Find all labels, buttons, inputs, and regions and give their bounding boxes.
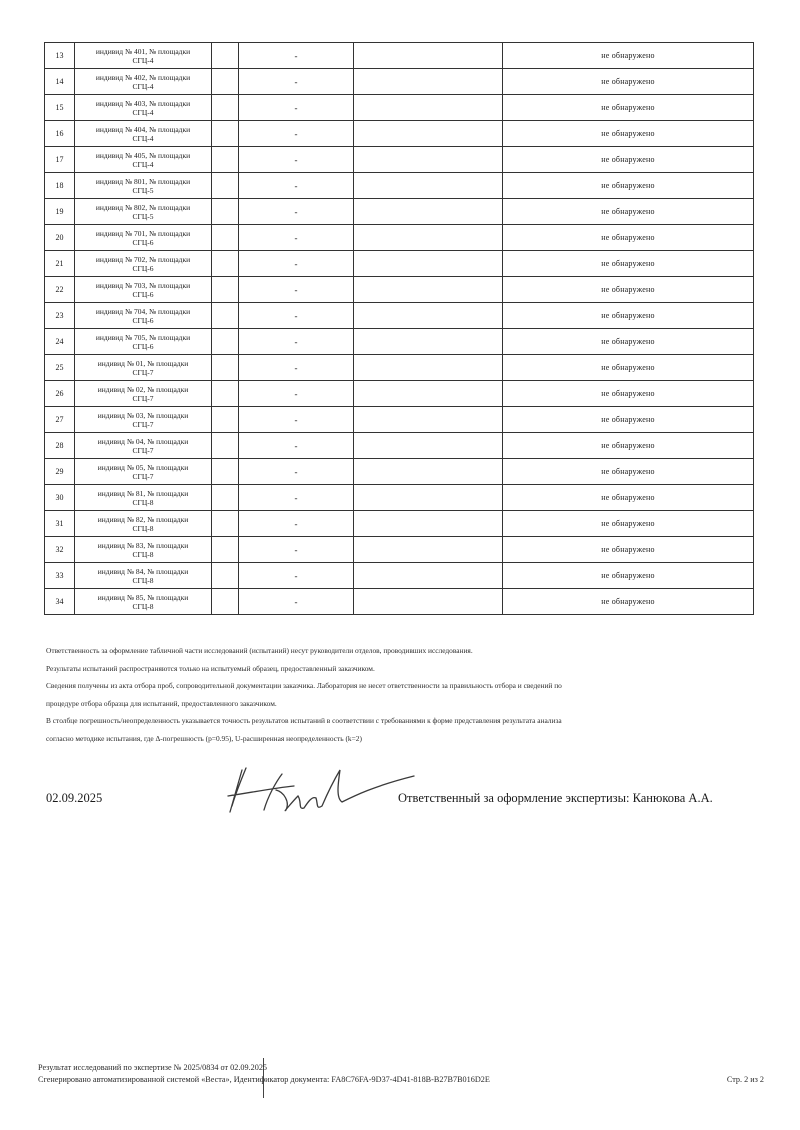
result-cell: не обнаружено <box>503 537 754 563</box>
uncertainty-cell: - <box>239 407 354 433</box>
norm-cell <box>354 173 503 199</box>
table-row <box>45 329 754 355</box>
note-line: Сведения получены из акта отбора проб, сопроводительной документации заказчика. Лаборатория не несет ответственности за правильность отбора и сведений по <box>46 681 562 690</box>
sample-name-line1: индивид № 04, № площадки <box>97 436 189 446</box>
sample-name-line1: индивид № 84, № площадки <box>97 566 189 576</box>
row-number: 13 <box>45 43 75 69</box>
sample-name-line2: СГЦ-8 <box>132 497 154 507</box>
sample-name-line2: СГЦ-6 <box>132 315 154 325</box>
uncertainty-cell: - <box>239 147 354 173</box>
row-number: 23 <box>45 303 75 329</box>
sample-name-line1: индивид № 82, № площадки <box>97 514 189 524</box>
sample-name-line2: СГЦ-4 <box>132 133 154 143</box>
note-line: процедуре отбора образца для испытаний, предоставленного заказчиком. <box>46 698 277 708</box>
sample-name-line1: индивид № 02, № площадки <box>97 384 189 394</box>
sample-name-line2: СГЦ-8 <box>132 549 154 559</box>
note-line: согласно методике испытания, где Δ-погрешность (р=0.95), U-расширенная неопределенность (k=2) <box>46 733 362 743</box>
row-number: 28 <box>45 433 75 459</box>
table-row <box>45 381 754 407</box>
result-cell: не обнаружено <box>503 225 754 251</box>
norm-cell <box>354 537 503 563</box>
empty-cell <box>212 173 239 199</box>
sample-name-line2: СГЦ-5 <box>132 211 154 221</box>
norm-cell <box>354 511 503 537</box>
row-number: 25 <box>45 355 75 381</box>
norm-cell <box>354 147 503 173</box>
row-number: 29 <box>45 459 75 485</box>
sample-name <box>75 303 212 329</box>
uncertainty-cell: - <box>239 173 354 199</box>
sample-name <box>75 407 212 433</box>
result-cell: не обнаружено <box>503 485 754 511</box>
uncertainty-cell: - <box>239 485 354 511</box>
sample-name-line2: СГЦ-7 <box>132 393 154 403</box>
sample-name-line2: СГЦ-4 <box>132 81 154 91</box>
norm-cell <box>354 121 503 147</box>
sample-name-line1: индивид № 01, № площадки <box>97 358 189 368</box>
empty-cell <box>212 485 239 511</box>
norm-cell <box>354 225 503 251</box>
sample-name-line1: индивид № 03, № площадки <box>97 410 189 420</box>
sample-name-line1: индивид № 402, № площадки <box>95 72 191 82</box>
note-line: Ответственность за оформление табличной части исследований (испытаний) несут руководители отделов, проводивших исследования. <box>46 646 473 655</box>
uncertainty-cell: - <box>239 199 354 225</box>
sample-name-line2: СГЦ-7 <box>132 419 154 429</box>
row-number: 26 <box>45 381 75 407</box>
sample-name-line1: индивид № 802, № площадки <box>95 202 191 212</box>
sample-name <box>75 277 212 303</box>
uncertainty-cell: - <box>239 537 354 563</box>
sample-name <box>75 537 212 563</box>
table-row <box>45 69 754 95</box>
note-line: Результаты испытаний распространяются только на испытуемый образец, предоставленный заказчиком. <box>46 663 375 673</box>
responsible-person: Ответственный за оформление экспертизы: Канюкова А.А. <box>398 791 713 805</box>
result-cell: не обнаружено <box>503 43 754 69</box>
table-row <box>45 199 754 225</box>
empty-cell <box>212 147 239 173</box>
sample-name-line2: СГЦ-4 <box>132 107 154 117</box>
table-row <box>45 95 754 121</box>
sample-name <box>75 69 212 95</box>
empty-cell <box>212 433 239 459</box>
uncertainty-cell: - <box>239 121 354 147</box>
sample-name <box>75 589 212 615</box>
norm-cell <box>354 355 503 381</box>
page-footer <box>38 1062 764 1086</box>
sample-name-line1: индивид № 404, № площадки <box>95 124 191 134</box>
result-cell: не обнаружено <box>503 563 754 589</box>
result-cell: не обнаружено <box>503 173 754 199</box>
norm-cell <box>354 95 503 121</box>
sample-name <box>75 329 212 355</box>
row-number: 21 <box>45 251 75 277</box>
empty-cell <box>212 381 239 407</box>
empty-cell <box>212 407 239 433</box>
results-table-body <box>45 43 754 615</box>
table-row <box>45 459 754 485</box>
table-row <box>45 355 754 381</box>
sample-name-line1: индивид № 81, № площадки <box>97 488 189 498</box>
sample-name-line1: индивид № 705, № площадки <box>95 332 191 342</box>
uncertainty-cell: - <box>239 225 354 251</box>
table-row <box>45 433 754 459</box>
norm-cell <box>354 589 503 615</box>
empty-cell <box>212 277 239 303</box>
result-cell: не обнаружено <box>503 459 754 485</box>
uncertainty-cell: - <box>239 355 354 381</box>
row-number: 15 <box>45 95 75 121</box>
results-table <box>44 42 754 615</box>
sample-name-line2: СГЦ-8 <box>132 575 154 585</box>
sample-name <box>75 173 212 199</box>
sample-name <box>75 43 212 69</box>
sample-name-line1: индивид № 704, № площадки <box>95 306 191 316</box>
sample-name <box>75 511 212 537</box>
result-cell: не обнаружено <box>503 511 754 537</box>
result-cell: не обнаружено <box>503 355 754 381</box>
norm-cell <box>354 251 503 277</box>
empty-cell <box>212 199 239 225</box>
table-row <box>45 43 754 69</box>
norm-cell <box>354 485 503 511</box>
uncertainty-cell: - <box>239 563 354 589</box>
empty-cell <box>212 225 239 251</box>
result-cell: не обнаружено <box>503 433 754 459</box>
row-number: 34 <box>45 589 75 615</box>
signature-date: 02.09.2025 <box>46 791 103 805</box>
sample-name-line2: СГЦ-8 <box>132 523 154 533</box>
uncertainty-cell: - <box>239 589 354 615</box>
uncertainty-cell: - <box>239 277 354 303</box>
row-number: 33 <box>45 563 75 589</box>
page-number: Стр. 2 из 2 <box>726 1075 764 1084</box>
table-row <box>45 511 754 537</box>
uncertainty-cell: - <box>239 433 354 459</box>
handwritten-signature <box>224 762 424 818</box>
uncertainty-cell: - <box>239 69 354 95</box>
table-row <box>45 589 754 615</box>
empty-cell <box>212 121 239 147</box>
sample-name-line1: индивид № 85, № площадки <box>97 592 189 602</box>
sample-name-line1: индивид № 05, № площадки <box>97 462 189 472</box>
footer-result-line: Результат исследований по экспертизе № 2025/0834 от 02.09.2025 <box>38 1063 268 1072</box>
table-row <box>45 537 754 563</box>
table-row <box>45 563 754 589</box>
result-cell: не обнаружено <box>503 303 754 329</box>
row-number: 27 <box>45 407 75 433</box>
sample-name-line2: СГЦ-6 <box>132 263 154 273</box>
empty-cell <box>212 537 239 563</box>
table-row <box>45 251 754 277</box>
norm-cell <box>354 69 503 95</box>
empty-cell <box>212 303 239 329</box>
sample-name <box>75 147 212 173</box>
empty-cell <box>212 251 239 277</box>
uncertainty-cell: - <box>239 95 354 121</box>
row-number: 22 <box>45 277 75 303</box>
norm-cell <box>354 329 503 355</box>
sample-name-line1: индивид № 401, № площадки <box>95 46 191 56</box>
result-cell: не обнаружено <box>503 121 754 147</box>
sample-name <box>75 485 212 511</box>
sample-name-line2: СГЦ-6 <box>132 289 154 299</box>
table-row <box>45 485 754 511</box>
row-number: 18 <box>45 173 75 199</box>
sample-name-line2: СГЦ-5 <box>132 185 154 195</box>
empty-cell <box>212 329 239 355</box>
row-number: 24 <box>45 329 75 355</box>
row-number: 20 <box>45 225 75 251</box>
uncertainty-cell: - <box>239 303 354 329</box>
table-row <box>45 225 754 251</box>
norm-cell <box>354 303 503 329</box>
empty-cell <box>212 69 239 95</box>
sample-name <box>75 121 212 147</box>
sample-name-line1: индивид № 703, № площадки <box>95 280 191 290</box>
sample-name-line1: индивид № 403, № площадки <box>95 98 191 108</box>
sample-name-line1: индивид № 801, № площадки <box>95 176 191 186</box>
empty-cell <box>212 43 239 69</box>
result-cell: не обнаружено <box>503 147 754 173</box>
result-cell: не обнаружено <box>503 329 754 355</box>
result-cell: не обнаружено <box>503 199 754 225</box>
result-cell: не обнаружено <box>503 277 754 303</box>
result-cell: не обнаружено <box>503 407 754 433</box>
empty-cell <box>212 459 239 485</box>
sample-name-line2: СГЦ-4 <box>132 159 154 169</box>
uncertainty-cell: - <box>239 511 354 537</box>
empty-cell <box>212 95 239 121</box>
uncertainty-cell: - <box>239 329 354 355</box>
sample-name <box>75 459 212 485</box>
sample-name <box>75 199 212 225</box>
sample-name-line2: СГЦ-7 <box>132 445 154 455</box>
notes-block <box>46 642 756 747</box>
table-row <box>45 173 754 199</box>
result-cell: не обнаружено <box>503 589 754 615</box>
uncertainty-cell: - <box>239 381 354 407</box>
norm-cell <box>354 459 503 485</box>
result-cell: не обнаружено <box>503 381 754 407</box>
uncertainty-cell: - <box>239 251 354 277</box>
sample-name-line2: СГЦ-6 <box>132 237 154 247</box>
table-row <box>45 277 754 303</box>
result-cell: не обнаружено <box>503 95 754 121</box>
sample-name-line2: СГЦ-4 <box>132 55 154 65</box>
row-number: 31 <box>45 511 75 537</box>
sample-name-line1: индивид № 701, № площадки <box>95 228 191 238</box>
row-number: 19 <box>45 199 75 225</box>
table-row <box>45 121 754 147</box>
sample-name <box>75 433 212 459</box>
uncertainty-cell: - <box>239 459 354 485</box>
table-row <box>45 303 754 329</box>
norm-cell <box>354 381 503 407</box>
sample-name <box>75 563 212 589</box>
sample-name-line1: индивид № 405, № площадки <box>95 150 191 160</box>
empty-cell <box>212 563 239 589</box>
row-number: 16 <box>45 121 75 147</box>
note-line: В столбце погрешность/неопределенность указывается точность результатов испытаний в соответствии с требованиями к форме представления результата анализа <box>46 716 562 725</box>
uncertainty-cell: - <box>239 43 354 69</box>
sample-name-line2: СГЦ-7 <box>132 367 154 377</box>
sample-name-line2: СГЦ-8 <box>132 601 154 611</box>
norm-cell <box>354 43 503 69</box>
row-number: 32 <box>45 537 75 563</box>
result-cell: не обнаружено <box>503 69 754 95</box>
empty-cell <box>212 355 239 381</box>
sample-name <box>75 355 212 381</box>
norm-cell <box>354 433 503 459</box>
sample-name-line1: индивид № 702, № площадки <box>95 254 191 264</box>
table-row <box>45 147 754 173</box>
sample-name-line2: СГЦ-7 <box>132 471 154 481</box>
sample-name-line1: индивид № 83, № площадки <box>97 540 189 550</box>
sample-name <box>75 251 212 277</box>
sample-name <box>75 381 212 407</box>
norm-cell <box>354 407 503 433</box>
sample-name <box>75 95 212 121</box>
footer-generated-line: Сгенерировано автоматизированной системой «Веста», Идентификатор документа: FA8C76FA-9D37-4D41-818B-B27B7B016D2E <box>38 1075 490 1084</box>
result-cell: не обнаружено <box>503 251 754 277</box>
empty-cell <box>212 589 239 615</box>
table-row <box>45 407 754 433</box>
row-number: 30 <box>45 485 75 511</box>
row-number: 14 <box>45 69 75 95</box>
norm-cell <box>354 563 503 589</box>
row-number: 17 <box>45 147 75 173</box>
norm-cell <box>354 199 503 225</box>
sample-name <box>75 225 212 251</box>
sample-name-line2: СГЦ-6 <box>132 341 154 351</box>
norm-cell <box>354 277 503 303</box>
empty-cell <box>212 511 239 537</box>
